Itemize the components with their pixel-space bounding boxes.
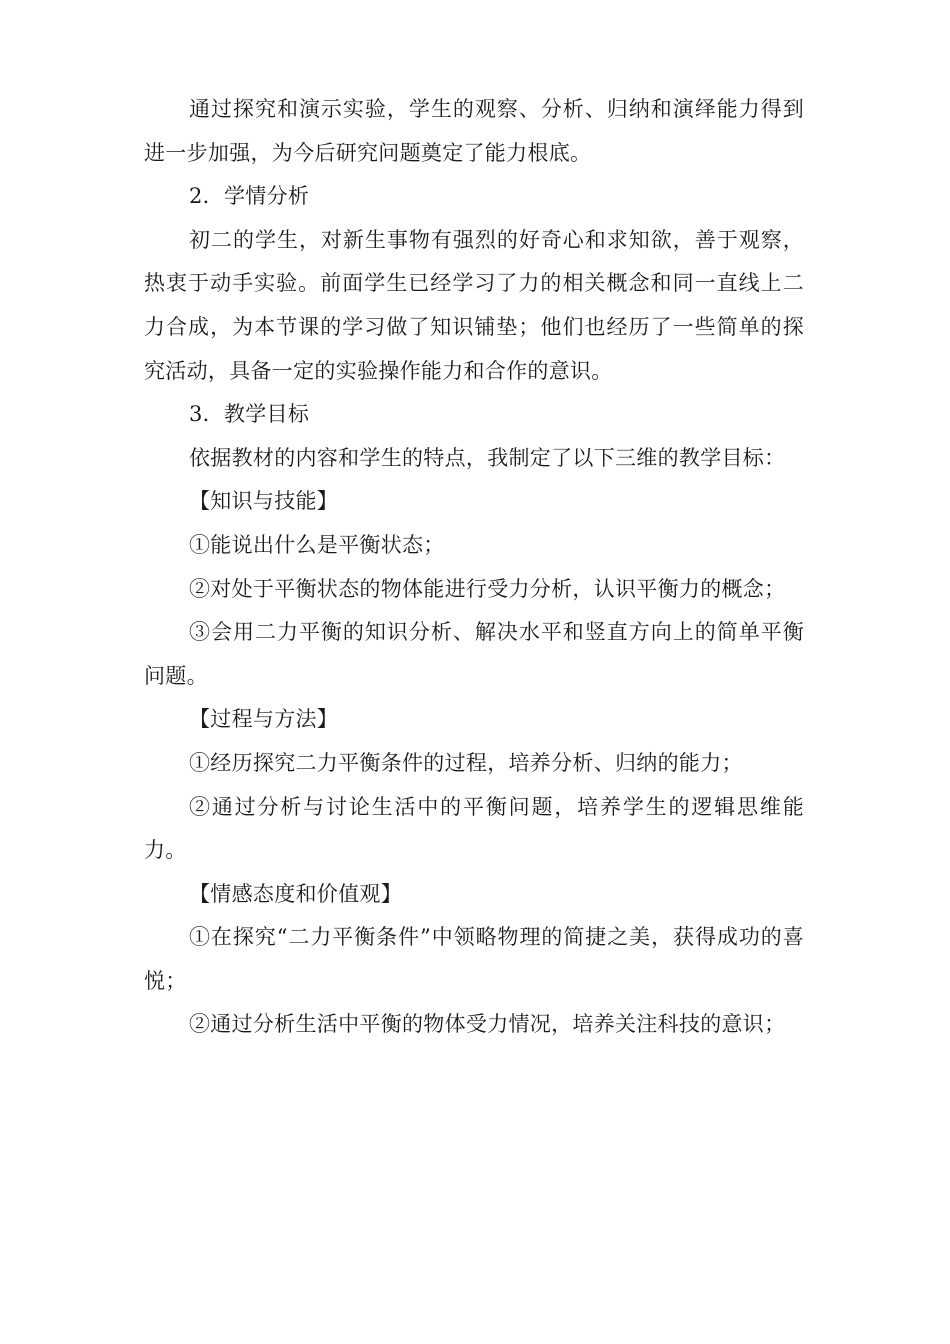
list-item-process-2: ②通过分析与讨论生活中的平衡问题，培养学生的逻辑思维能力。 <box>144 794 804 863</box>
list-item-emotion-1: ①在探究“二力平衡条件”中领略物理的简捷之美，获得成功的喜悦； <box>144 925 804 993</box>
paragraph-student-analysis: 初二的学生，对新生事物有强烈的好奇心和求知欲，善于观察，热衷于动手实验。前面学生已经学习了力的相关概念和同一直线上二力合成，为本节课的学习做了知识铺垫；他们也经历了一些简单的探究活动，具备一定的实验操作能力和合作的意识。 <box>144 227 804 383</box>
list-item-emotion-2: ②通过分析生活中平衡的物体受力情况，培养关注科技的意识； <box>189 1012 786 1037</box>
subheading-emotion-values: 【情感态度和价值观】 <box>189 881 402 906</box>
paragraph-experiment-abilities: 通过探究和演示实验，学生的观察、分析、归纳和演绎能力得到进一步加强，为今后研究问题奠定了能力根底。 <box>144 97 804 165</box>
subheading-knowledge-skills: 【知识与技能】 <box>189 489 339 514</box>
paragraph-teaching-goals-intro: 依据教材的内容和学生的特点，我制定了以下三维的教学目标： <box>189 445 786 470</box>
list-item-knowledge-3: ③会用二力平衡的知识分析、解决水平和竖直方向上的简单平衡问题。 <box>144 620 804 688</box>
document-body <box>144 88 804 1047</box>
heading-student-analysis: 2．学情分析 <box>189 184 310 209</box>
list-item-knowledge-1: ①能说出什么是平衡状态； <box>189 532 445 557</box>
subheading-process-methods: 【过程与方法】 <box>189 707 339 732</box>
list-item-knowledge-2: ②对处于平衡状态的物体能进行受力分析，认识平衡力的概念； <box>189 576 786 601</box>
heading-teaching-goals: 3．教学目标 <box>189 402 310 427</box>
list-item-process-1: ①经历探究二力平衡条件的过程，培养分析、归纳的能力； <box>189 750 743 775</box>
